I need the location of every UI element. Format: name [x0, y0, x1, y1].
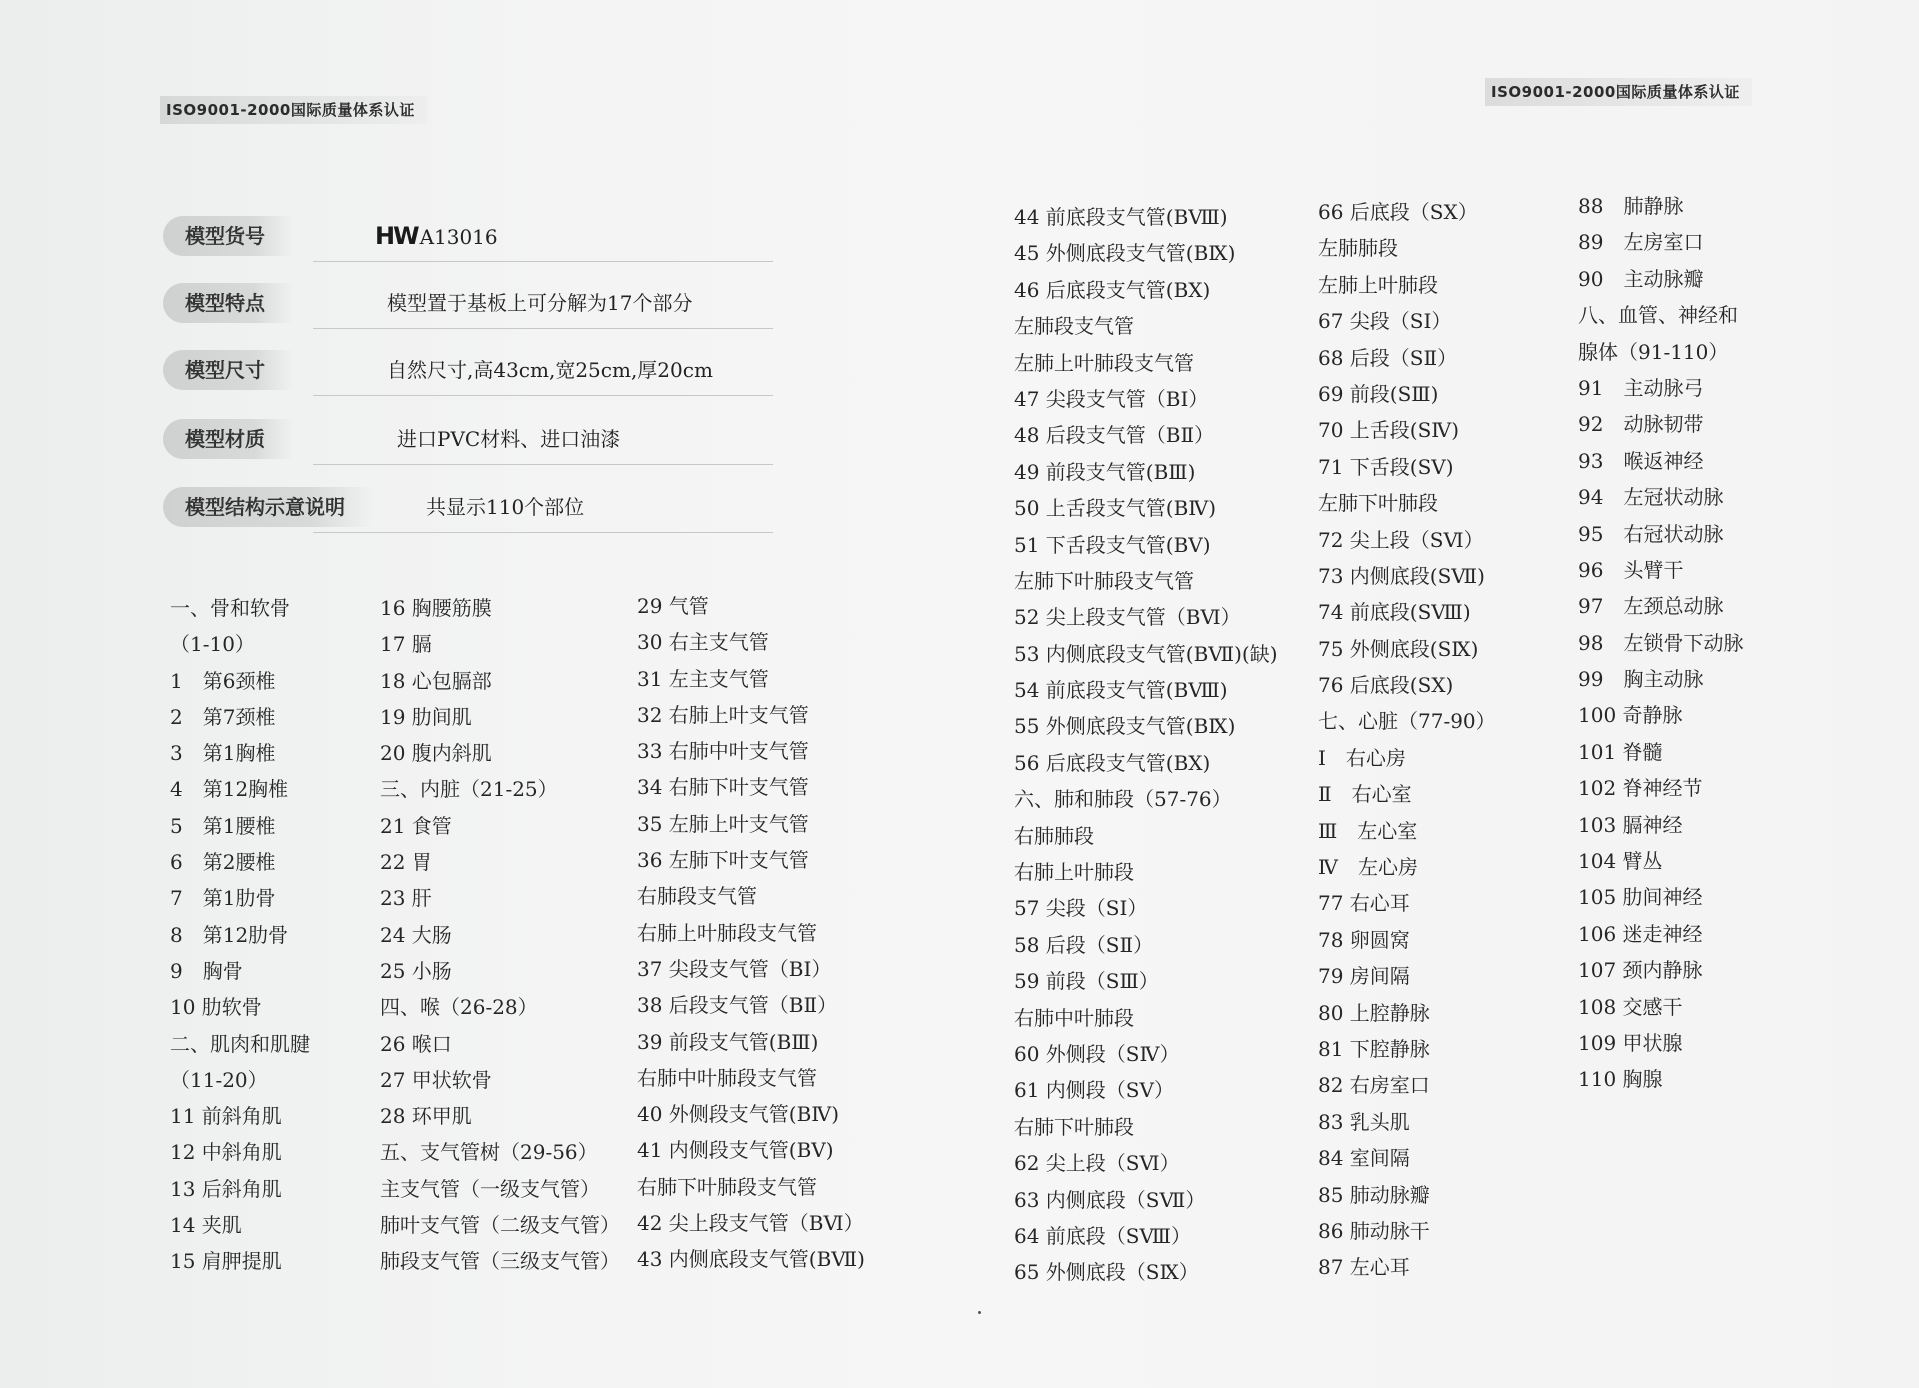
part-item: 77 右心耳 [1318, 891, 1410, 916]
part-item: 61 内侧段（SⅤ） [1014, 1078, 1174, 1103]
part-item: 右肺下叶肺段 [1014, 1114, 1134, 1139]
spec-row-structure [163, 487, 773, 529]
part-item: 64 前底段（SⅧ） [1014, 1223, 1192, 1248]
part-item: 左肺下叶肺段 [1318, 491, 1438, 516]
part-item: 右肺上叶肺段支气管 [637, 920, 817, 945]
part-item: 左肺上叶肺段 [1318, 272, 1438, 297]
part-item: 33 右肺中叶支气管 [637, 739, 809, 764]
part-item: 25 小肠 [380, 958, 452, 983]
part-item: 40 外侧段支气管(BⅣ) [637, 1102, 840, 1127]
part-item: 86 肺动脉干 [1318, 1218, 1430, 1243]
part-item: 41 内侧段支气管(BⅤ) [637, 1138, 834, 1163]
part-item: 74 前底段(SⅧ) [1318, 600, 1471, 625]
part-item: 58 后段（SⅡ） [1014, 932, 1154, 957]
part-item: 70 上舌段(SⅣ) [1318, 418, 1460, 443]
part-item: 63 内侧底段（SⅦ） [1014, 1187, 1206, 1212]
part-item: 36 左肺下叶支气管 [637, 848, 809, 873]
part-item: 左肺下叶肺段支气管 [1014, 568, 1194, 593]
part-item: 84 室间隔 [1318, 1146, 1410, 1171]
model-number: A13016 [419, 225, 498, 249]
part-item: 50 上舌段支气管(BⅣ) [1014, 496, 1217, 521]
part-item: 43 内侧底段支气管(BⅦ) [637, 1247, 865, 1272]
divider [313, 395, 773, 396]
spec-value-model-no [375, 216, 498, 256]
part-item: 57 尖段（SⅠ） [1014, 896, 1148, 921]
part-item: 32 右肺上叶支气管 [637, 702, 809, 727]
spec-value-structure: 共显示110个部位 [426, 495, 585, 519]
part-item: 14 夹肌 [170, 1213, 242, 1238]
part-item: 92 动脉韧带 [1578, 412, 1704, 437]
part-item: 94 左冠状动脉 [1578, 485, 1724, 510]
parts-column-2 [380, 590, 620, 1280]
part-item: 52 尖上段支气管（BⅥ） [1014, 605, 1241, 630]
part-item: 12 中斜角肌 [170, 1140, 282, 1165]
spec-label-features: 模型特点 [163, 283, 293, 323]
part-item: 97 左颈总动脉 [1578, 594, 1724, 619]
part-item: 72 尖上段（SⅥ） [1318, 527, 1484, 552]
part-item: 87 左心耳 [1318, 1255, 1410, 1280]
part-item: 8 第12肋骨 [170, 922, 289, 947]
spec-label-material: 模型材质 [163, 419, 293, 459]
part-item: 55 外侧底段支气管(BⅨ) [1014, 714, 1236, 739]
part-item: 左肺肺段 [1318, 236, 1398, 261]
part-item: 67 尖段（SⅠ） [1318, 309, 1452, 334]
parts-column-5 [1318, 194, 1496, 1286]
part-item: 101 脊髓 [1578, 739, 1663, 764]
part-item: 31 左主支气管 [637, 666, 769, 691]
part-item: 39 前段支气管(BⅢ) [637, 1029, 819, 1054]
part-item: 9 胸骨 [170, 958, 243, 983]
part-item: 一、骨和软骨 [170, 596, 290, 620]
brand-logo: HW [375, 222, 418, 250]
part-item: 左肺上叶肺段支气管 [1014, 350, 1194, 375]
part-item: 35 左肺上叶支气管 [637, 811, 809, 836]
part-item: 62 尖上段（SⅥ） [1014, 1151, 1180, 1176]
part-item: 22 胃 [380, 850, 432, 875]
spec-row-material [163, 419, 773, 461]
part-item: 23 肝 [380, 886, 432, 911]
part-item: 19 肋间肌 [380, 704, 472, 729]
part-item: 90 主动脉瓣 [1578, 266, 1704, 291]
part-item: 78 卵圆窝 [1318, 927, 1410, 952]
part-item: 5 第1腰椎 [170, 813, 276, 838]
part-item: 11 前斜角肌 [170, 1104, 282, 1129]
part-item: 82 右房室口 [1318, 1073, 1430, 1098]
part-item: 10 肋软骨 [170, 995, 262, 1020]
part-item: 肺段支气管（三级支气管） [380, 1249, 620, 1274]
part-item: 右肺中叶肺段支气管 [637, 1065, 817, 1090]
part-item: 105 肋间神经 [1578, 885, 1703, 910]
part-item: 109 甲状腺 [1578, 1030, 1683, 1055]
part-item: 26 喉口 [380, 1031, 452, 1056]
part-item: 60 外侧段（SⅣ） [1014, 1041, 1180, 1066]
part-item: Ⅳ 左心房 [1318, 855, 1418, 880]
part-item: 21 食管 [380, 813, 452, 838]
part-item: 16 胸腰筋膜 [380, 596, 492, 620]
part-item: 三、内脏（21-25） [380, 777, 558, 802]
part-item: 六、肺和肺段（57-76） [1014, 787, 1232, 812]
part-item: 69 前段(SⅢ) [1318, 381, 1439, 406]
part-item: 83 乳头肌 [1318, 1109, 1410, 1134]
part-item: 五、支气管树（29-56） [380, 1140, 598, 1165]
spec-value-material: 进口PVC材料、进口油漆 [397, 427, 621, 451]
part-item: 73 内侧底段(SⅦ) [1318, 563, 1485, 588]
part-item: （11-20） [170, 1067, 268, 1092]
divider [313, 328, 773, 329]
part-item: 42 尖上段支气管（BⅥ） [637, 1211, 864, 1236]
part-item: 3 第1胸椎 [170, 741, 276, 766]
part-item: 24 大肠 [380, 922, 452, 947]
part-item: 二、肌肉和肌腱 [170, 1031, 310, 1056]
part-item: 右肺下叶肺段支气管 [637, 1174, 817, 1199]
part-item: 71 下舌段(SⅤ) [1318, 454, 1454, 479]
spec-label-structure: 模型结构示意说明 [163, 487, 373, 527]
parts-column-3 [637, 588, 865, 1278]
part-item: 100 奇静脉 [1578, 703, 1683, 728]
part-item: 主支气管（一级支气管） [380, 1176, 600, 1201]
parts-column-4 [1014, 199, 1278, 1291]
part-item: 38 后段支气管（BⅡ） [637, 993, 838, 1018]
part-item: 99 胸主动脉 [1578, 667, 1704, 692]
parts-column-6 [1578, 188, 1743, 1098]
spec-row-features [163, 283, 773, 325]
part-item: 106 迷走神经 [1578, 921, 1703, 946]
part-item: 右肺段支气管 [637, 884, 757, 909]
part-item: 47 尖段支气管（BⅠ） [1014, 386, 1209, 411]
part-item: 107 颈内静脉 [1578, 958, 1703, 983]
part-item: 四、喉（26-28） [380, 995, 538, 1020]
spec-value-features: 模型置于基板上可分解为17个部分 [387, 291, 693, 315]
spec-label-size: 模型尺寸 [163, 350, 293, 390]
part-item: （1-10） [170, 632, 255, 657]
part-item: 34 右肺下叶支气管 [637, 775, 809, 800]
part-item: 96 头臂干 [1578, 557, 1684, 582]
part-item: 53 内侧底段支气管(BⅦ)(缺) [1014, 641, 1278, 666]
part-item: Ⅲ 左心室 [1318, 818, 1418, 843]
part-item: 49 前段支气管(BⅢ) [1014, 459, 1196, 484]
part-item: 20 腹内斜肌 [380, 741, 492, 766]
part-item: 79 房间隔 [1318, 964, 1410, 989]
part-item: 93 喉返神经 [1578, 448, 1704, 473]
part-item: 八、血管、神经和 [1578, 303, 1738, 328]
part-item: 37 尖段支气管（BⅠ） [637, 956, 832, 981]
part-item: 4 第12胸椎 [170, 777, 289, 802]
speck [978, 1311, 981, 1314]
part-item: 7 第1肋骨 [170, 886, 276, 911]
certification-label-right: ISO9001-2000国际质量体系认证 [1485, 78, 1752, 106]
part-item: 右肺中叶肺段 [1014, 1005, 1134, 1030]
part-item: 48 后段支气管（BⅡ） [1014, 423, 1215, 448]
part-item: 108 交感干 [1578, 994, 1683, 1019]
part-item: 腺体（91-110） [1578, 339, 1729, 364]
part-item: 54 前底段支气管(BⅧ) [1014, 678, 1228, 703]
part-item: 13 后斜角肌 [170, 1176, 282, 1201]
part-item: Ⅱ 右心室 [1318, 782, 1412, 807]
part-item: 81 下腔静脉 [1318, 1036, 1430, 1061]
part-item: 85 肺动脉瓣 [1318, 1182, 1430, 1207]
part-item: 右肺肺段 [1014, 823, 1094, 848]
spec-row-size [163, 350, 773, 392]
part-item: 45 外侧底段支气管(BⅨ) [1014, 241, 1236, 266]
part-item: 98 左锁骨下动脉 [1578, 630, 1744, 655]
part-item: 29 气管 [637, 594, 709, 618]
part-item: 76 后底段(SⅩ) [1318, 673, 1454, 698]
part-item: 1 第6颈椎 [170, 668, 276, 693]
spec-value-size: 自然尺寸,高43cm,宽25cm,厚20cm [387, 358, 713, 382]
part-item: 2 第7颈椎 [170, 704, 276, 729]
part-item: 七、心脏（77-90） [1318, 709, 1496, 734]
part-item: 6 第2腰椎 [170, 850, 276, 875]
part-item: 46 后底段支气管(BⅩ) [1014, 277, 1211, 302]
part-item: 肺叶支气管（二级支气管） [380, 1213, 620, 1238]
part-item: 27 甲状软骨 [380, 1067, 492, 1092]
part-item: 89 左房室口 [1578, 230, 1704, 255]
part-item: 44 前底段支气管(BⅧ) [1014, 205, 1228, 229]
part-item: 28 环甲肌 [380, 1104, 472, 1129]
part-item: 104 臂丛 [1578, 849, 1663, 874]
part-item: 右肺上叶肺段 [1014, 860, 1134, 885]
part-item: 68 后段（SⅡ） [1318, 345, 1458, 370]
part-item: 80 上腔静脉 [1318, 1000, 1430, 1025]
part-item: 88 肺静脉 [1578, 194, 1684, 218]
divider [313, 464, 773, 465]
divider [313, 532, 773, 533]
divider [313, 261, 773, 262]
part-item: 102 脊神经节 [1578, 776, 1703, 801]
part-item: 103 膈神经 [1578, 812, 1683, 837]
part-item: 59 前段（SⅢ） [1014, 969, 1159, 994]
part-item: 30 右主支气管 [637, 630, 769, 655]
part-item: 56 后底段支气管(BⅩ) [1014, 750, 1211, 775]
part-item: 65 外侧底段（SⅨ） [1014, 1260, 1199, 1285]
part-item: 15 肩胛提肌 [170, 1249, 282, 1274]
part-item: 75 外侧底段(SⅨ) [1318, 636, 1479, 661]
parts-column-1 [170, 590, 310, 1280]
part-item: 51 下舌段支气管(BⅤ) [1014, 532, 1211, 557]
spec-row-model-no [163, 216, 773, 258]
part-item: 18 心包膈部 [380, 668, 492, 693]
part-item: Ⅰ 右心房 [1318, 745, 1406, 770]
part-item: 95 右冠状动脉 [1578, 521, 1724, 546]
part-item: 110 胸腺 [1578, 1067, 1663, 1092]
certification-label-left: ISO9001-2000国际质量体系认证 [160, 96, 427, 124]
part-item: 91 主动脉弓 [1578, 375, 1704, 400]
part-item: 左肺段支气管 [1014, 314, 1134, 339]
part-item: 17 膈 [380, 632, 432, 657]
part-item: 66 后底段（SⅩ） [1318, 200, 1478, 224]
spec-label-model-no: 模型货号 [163, 216, 293, 256]
